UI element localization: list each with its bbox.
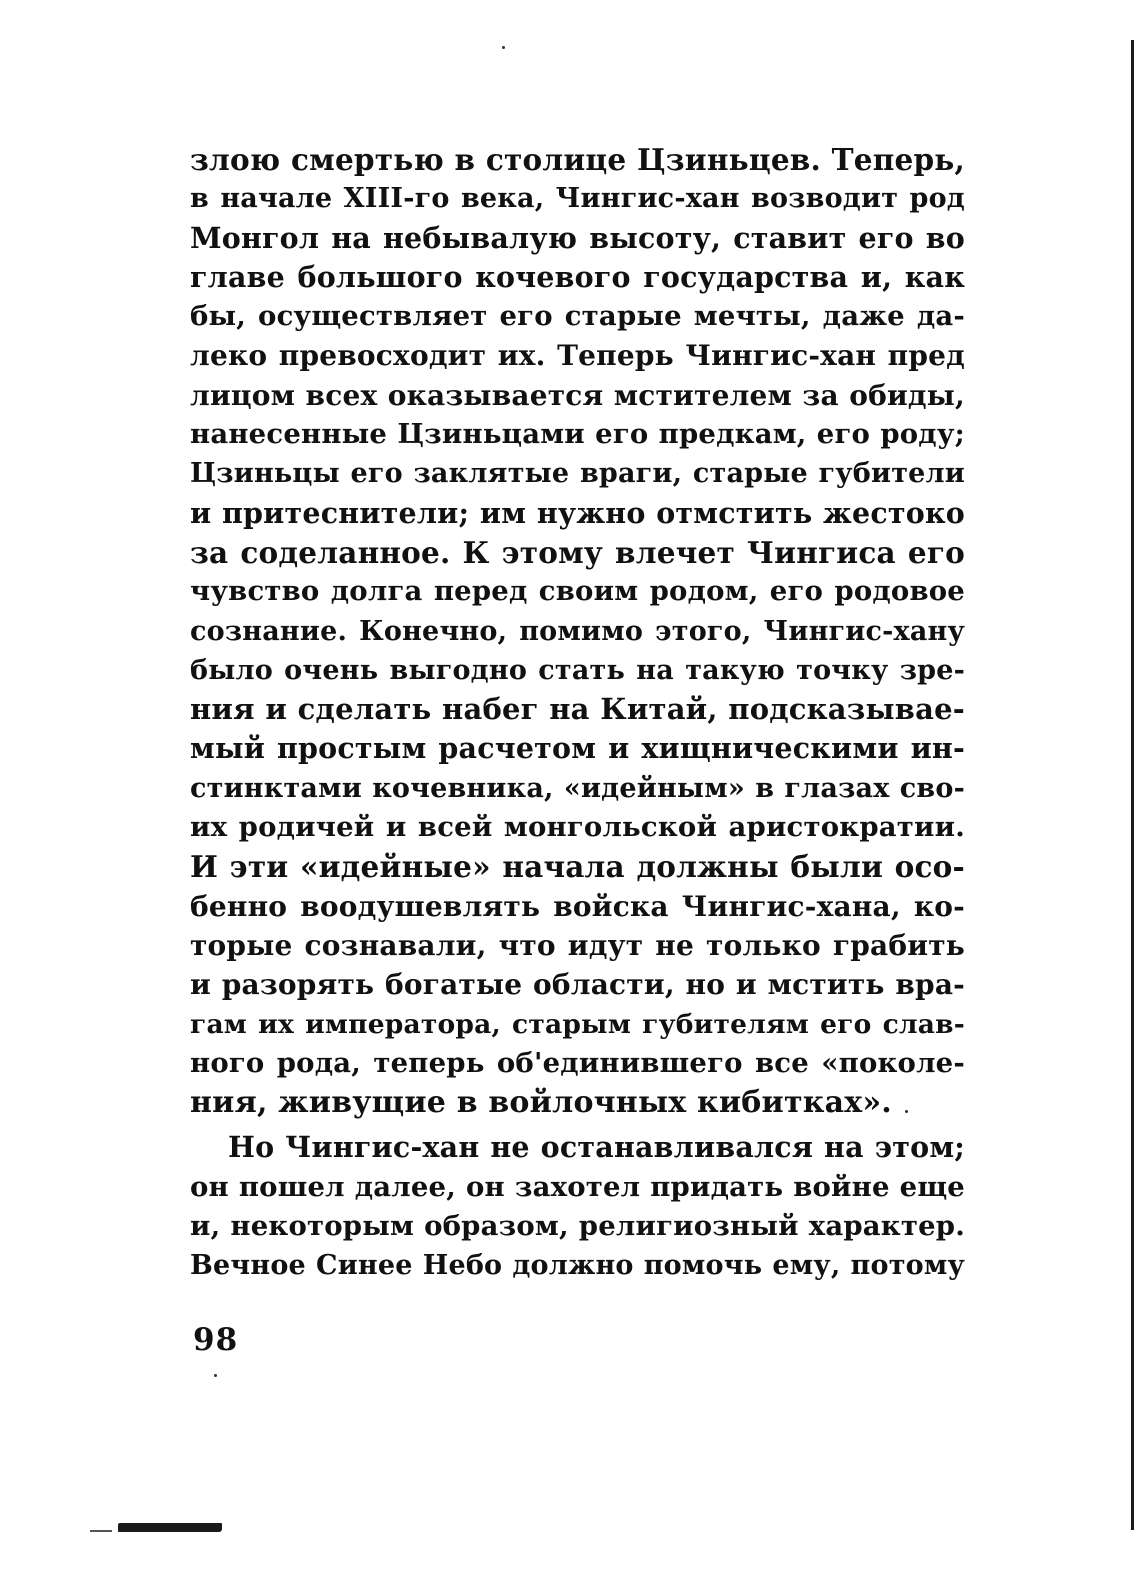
text-line: И эти «идейные» начала должны были осо- bbox=[190, 849, 965, 885]
text-line: стинктами кочевника, «идейным» в глазах сво- bbox=[190, 772, 965, 804]
text-line: ного рода, теперь об'единившего все «поколе- bbox=[190, 1046, 965, 1079]
text-line: он пошел далее, он захотел придать войне еще bbox=[190, 1170, 965, 1203]
text-line: Вечное Синее Небо должно помочь ему, потому bbox=[190, 1250, 965, 1282]
paragraph-continued bbox=[190, 140, 965, 1122]
text-line: Цзиньцы его заклятые враги, старые губители bbox=[190, 458, 965, 490]
text-line: мый простым расчетом и хищническими ин- bbox=[190, 731, 965, 766]
text-line: ния, живущие в войлочных кибитках». bbox=[190, 1085, 892, 1121]
text-line: Но Чингис-хан не останавливался на этом; bbox=[228, 1130, 965, 1165]
text-line: их родичей и всей монгольской аристократии. bbox=[190, 811, 965, 844]
scan-speck bbox=[502, 46, 505, 49]
text-line: бы, осуществляет его старые мечты, даже да- bbox=[190, 300, 965, 333]
page-text bbox=[190, 140, 965, 1286]
text-line: гам их императора, старым губителям его слав- bbox=[190, 1008, 965, 1040]
text-line: Монгол на небывалую высоту, ставит его во bbox=[190, 220, 965, 255]
scan-artifact-mark bbox=[90, 1530, 112, 1532]
text-line: нанесенные Цзиньцами его предкам, его роду; bbox=[190, 418, 965, 451]
paragraph bbox=[190, 1128, 965, 1285]
text-line: в начале XIII-го века, Чингис-хан возводит род bbox=[190, 183, 965, 215]
text-line: лицом всех оказывается мстителем за обиды, bbox=[190, 378, 965, 412]
text-line: за соделанное. К этому влечет Чингиса его bbox=[190, 534, 965, 570]
text-line: и, некоторым образом, религиозный характер. bbox=[190, 1210, 965, 1243]
text-line: бенно воодушевлять войска Чингис-хана, ко- bbox=[190, 889, 965, 923]
text-line: сознание. Конечно, помимо этого, Чингис-хану bbox=[190, 615, 965, 647]
text-line: было очень выгодно стать на такую точку зре- bbox=[190, 654, 965, 686]
text-line: ния и сделать набег на Китай, подсказывае- bbox=[190, 692, 965, 727]
scan-speck bbox=[214, 1374, 217, 1377]
text-line: главе большого кочевого государства и, как bbox=[190, 259, 965, 294]
text-line: и притеснители; им нужно отмстить жестоко bbox=[190, 495, 965, 530]
page-number: 98 bbox=[193, 1322, 239, 1358]
text-line: злою смертью в столице Цзиньцев. Теперь, bbox=[190, 142, 965, 177]
text-line: леко превосходит их. Теперь Чингис-хан пред bbox=[190, 339, 965, 373]
scan-edge-line bbox=[1131, 40, 1134, 1530]
text-line: чувство долга перед своим родом, его родовое bbox=[190, 575, 965, 608]
scan-artifact-mark bbox=[118, 1523, 222, 1532]
text-line: торые сознавали, что идут не только грабить bbox=[190, 928, 965, 962]
text-line: и разорять богатые области, но и мстить вра- bbox=[190, 968, 965, 1002]
